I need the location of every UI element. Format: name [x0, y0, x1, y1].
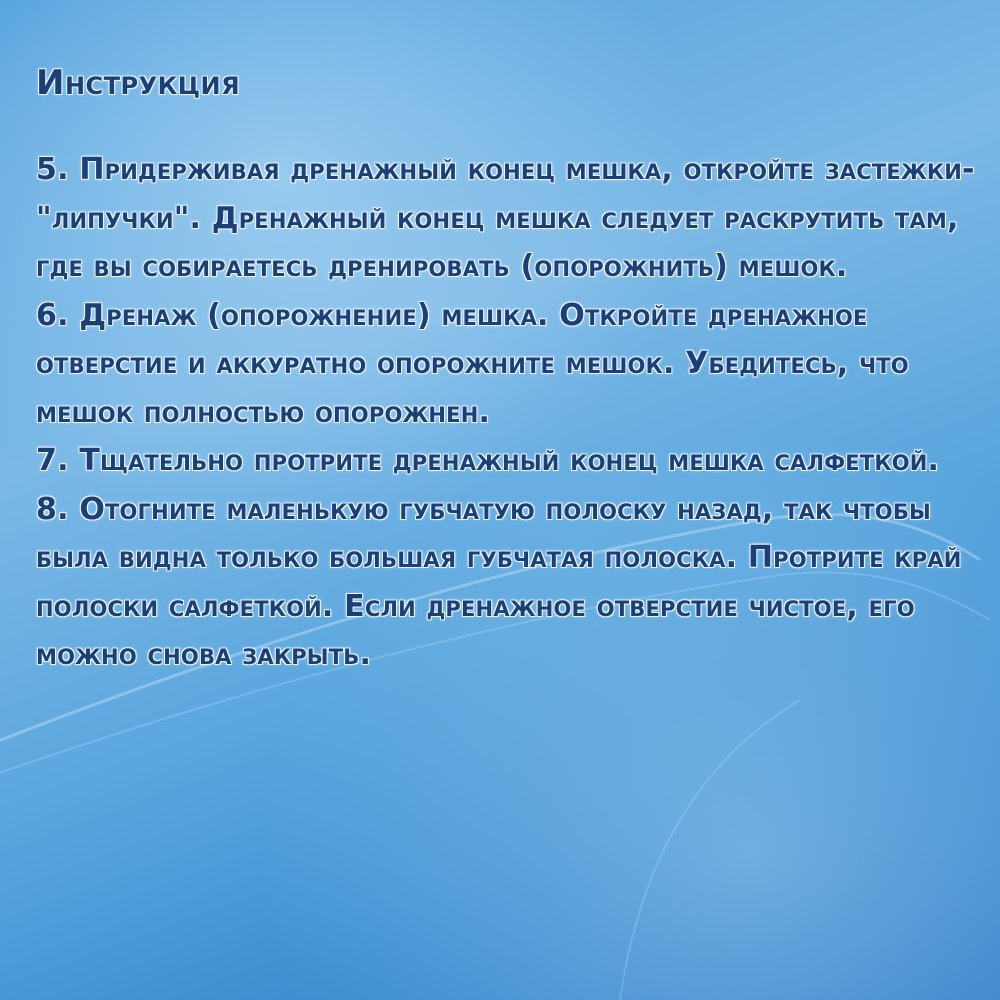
step-5: 5. Придерживая дренажный конец мешка, откройте застежки-"липучки". Дренажный конец мешка следует раскрутить там, где вы собираетесь дренировать (опорожнить) мешок. [36, 152, 975, 284]
instruction-block [36, 58, 986, 680]
page-title: Инструкция [36, 63, 241, 103]
steps-list [36, 146, 986, 680]
step-7: 7. Тщательно протрите дренажный конец мешка салфеткой. [36, 443, 940, 478]
step-8: 8. Отогните маленькую губчатую полоску назад, так чтобы была видна только большая губчатая полоска. Протрите край полоски салфеткой. Если дренажное отверстие чистое, его можно снова закрыть. [36, 491, 962, 672]
step-6: 6. Дренаж (опорожнение) мешка. Откройте дренажное отверстие и аккуратно опорожните мешок. Убедитесь, что мешок полностью опорожнен. [36, 297, 909, 430]
